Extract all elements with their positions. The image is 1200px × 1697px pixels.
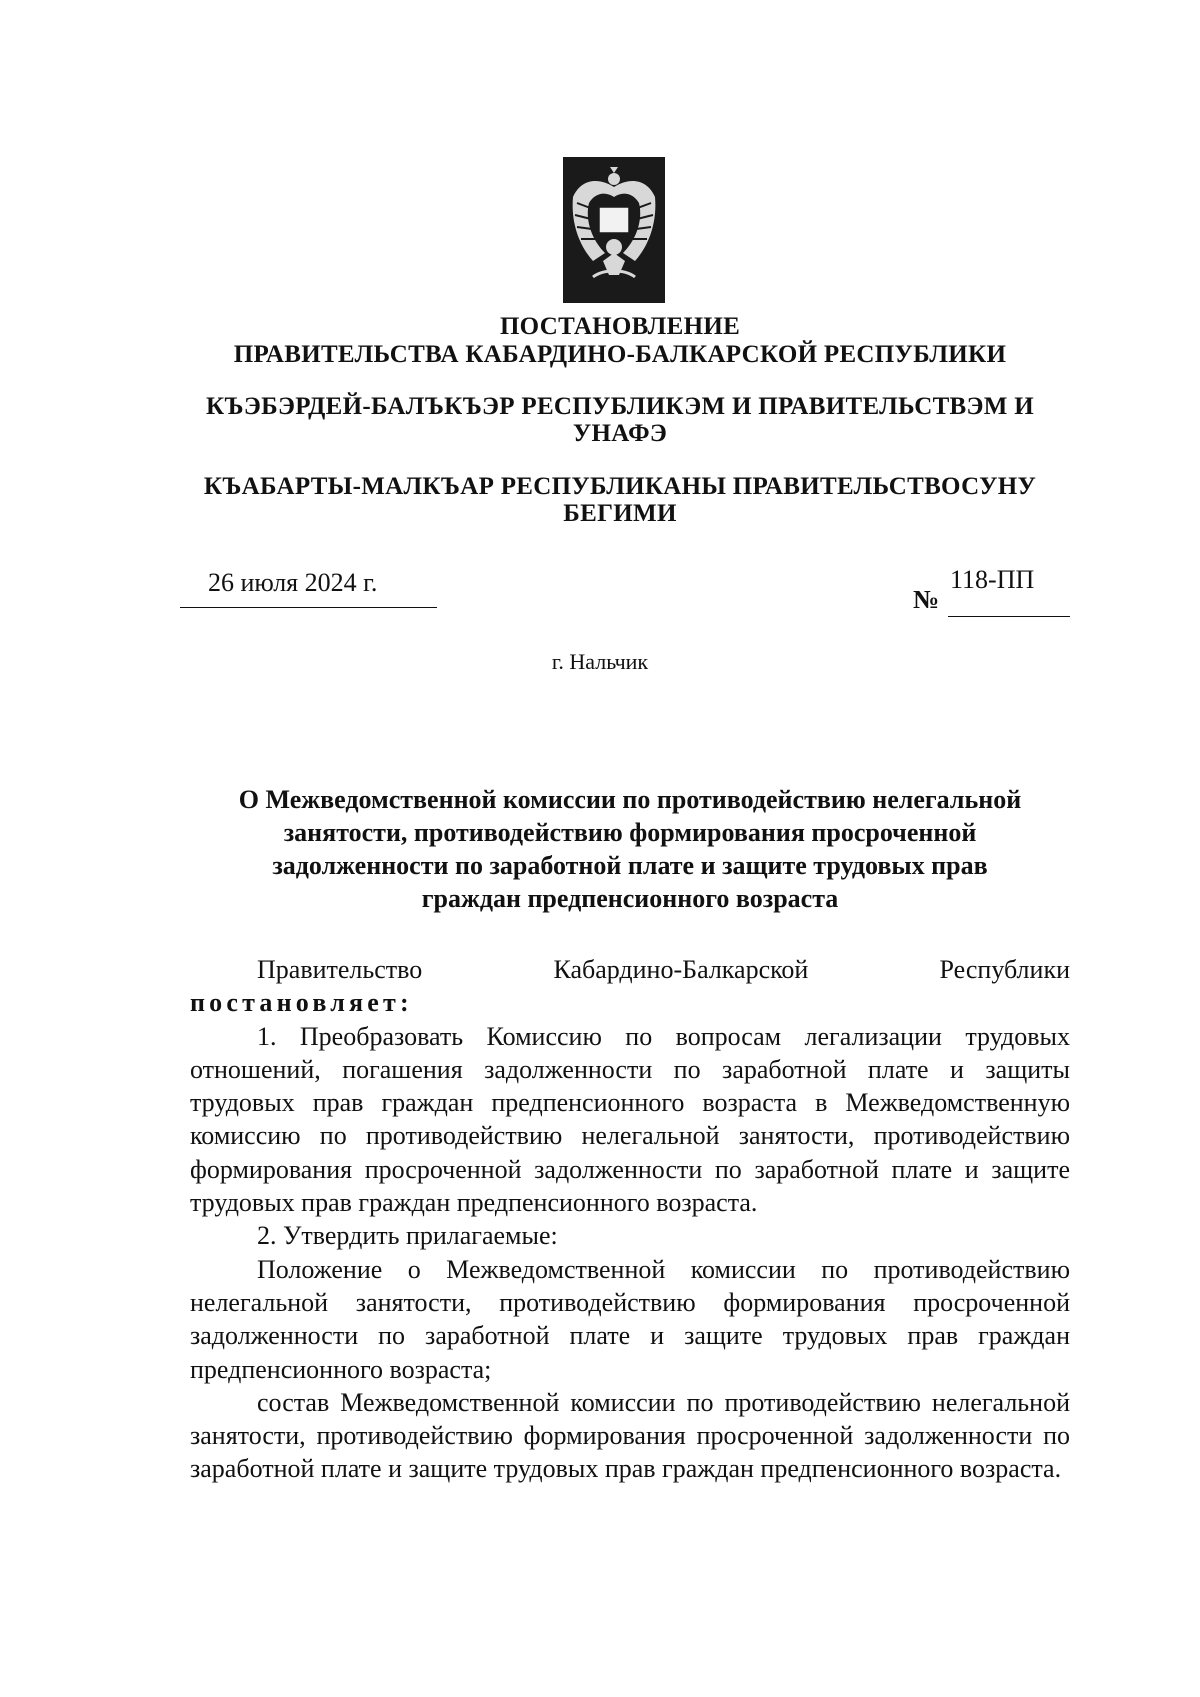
item-2a-paragraph: Положение о Межведомственной комиссии по противодействию нелегальной занятости, противодействию формирования просроченной задолженности по заработной плате и защите трудовых прав граждан предпенсионного возраста; (190, 1254, 1070, 1384)
title-line-3: задолженности по заработной плате и защите трудовых прав (272, 851, 988, 880)
balkar-heading-line1: КЪАБАРТЫ-МАЛКЪАР РЕСПУБЛИКАНЫ ПРАВИТЕЛЬСТВОСУНУ (203, 473, 1037, 500)
document-type-heading: ПОСТАНОВЛЕНИЕ (499, 313, 741, 340)
item-1-paragraph: 1. Преобразовать Комиссию по вопросам легализации трудовых отношений, погашения задолженности по заработной плате и защиты трудовых прав граждан предпенсионного возраста в Межведомственную комиссию по противодействию нелегальной занятости, противодействию формирования просроченной задолженности по заработной плате и защите трудовых прав граждан предпенсионного возраста. (190, 1021, 1070, 1218)
document-date: 26 июля 2024 г. (208, 568, 378, 597)
title-line-4: граждан предпенсионного возраста (421, 884, 839, 913)
date-underline (180, 607, 437, 608)
title-line-1: О Межведомственной комиссии по противодействию нелегальной (238, 785, 1022, 814)
resolve-line (190, 986, 1070, 1019)
document-title (190, 783, 1070, 915)
kabardian-heading-line2: УНАФЭ (572, 420, 668, 447)
number-underline (948, 616, 1070, 617)
item-2-paragraph: 2. Утвердить прилагаемые: (257, 1221, 558, 1251)
preamble-paragraph: Правительство Кабардино-Балкарской Республики (257, 955, 1070, 984)
coat-of-arms-emblem (563, 157, 665, 303)
document-body (190, 953, 1070, 1486)
city-label: г. Нальчик (551, 649, 649, 674)
number-sign: № (913, 585, 940, 614)
title-line-2: занятости, противодействию формирования просроченной (283, 818, 977, 847)
item-2b-paragraph: состав Межведомственной комиссии по противодействию нелегальной занятости, противодействию формирования просроченной задолженности по заработной плате и защите трудовых прав граждан предпенсионного возраста. (190, 1387, 1070, 1484)
resolve-keyword: постановляет: (190, 988, 413, 1018)
document-number: 118-ПП (950, 565, 1035, 594)
balkar-heading-line2: БЕГИМИ (563, 500, 677, 527)
kabardian-heading-line1: КЪЭБЭРДЕЙ-БАЛЪКЪЭР РЕСПУБЛИКЭМ И ПРАВИТЕЛЬСТВЭМ И (206, 393, 1034, 420)
issuing-authority-heading: ПРАВИТЕЛЬСТВА КАБАРДИНО-БАЛКАРСКОЙ РЕСПУБЛИКИ (233, 341, 1007, 368)
